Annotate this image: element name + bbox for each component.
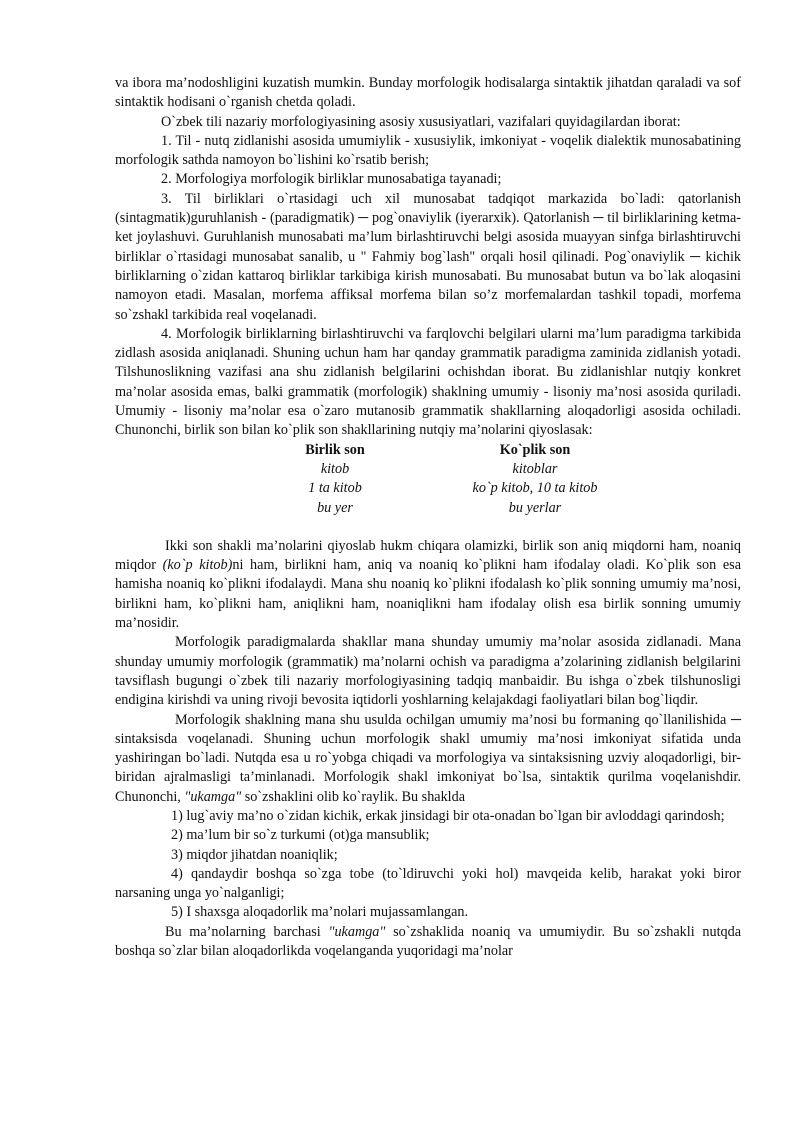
table-cell: kitob xyxy=(320,460,350,477)
table-row xyxy=(115,460,741,479)
table-cell: kitoblar xyxy=(512,460,558,477)
paragraph-9 xyxy=(115,711,741,807)
paragraph-10 xyxy=(115,923,741,962)
list-item-4: 4. Morfologik birliklarning birlashtiruvchi va farqlovchi belgilari ularni ma’lum paradigma tarkibida zidlash asosida aniqlanadi. Shuning uchun ham har qanday grammatik paradigma zaminida zidlanish yotadi. Tilshunoslikning vazifasi ana shu zidlanish belgilarini ochishdan iborat. Bu zidlanishlar nutqiy konkret ma’nolar asosida emas, balki grammatik (morfologik) shaklning umumiy - lisoniy ma’nosi asosida quriladi. Umumiy - lisoniy ma’nolar esa o`zaro mutanosib grammatik shakllarning aloqadorligi asosida ochiladi. Chunonchi, birlik son bilan ko`plik son shakllarining nutqiy ma’nolarini qiyoslasak: xyxy=(115,325,741,439)
meaning-item-1: 1) lug`aviy ma’no o`zidan kichik, erkak jinsidagi bir ota-onadan bo`lgan bir avloddagi qarindosh; xyxy=(171,807,725,824)
meaning-item-2: 2) ma’lum bir so`z turkumi (ot)ga mansublik; xyxy=(171,827,430,844)
meaning-item-5: 5) I shaxsga aloqadorlik ma’nolari mujassamlangan. xyxy=(171,904,469,921)
spacer xyxy=(115,518,741,537)
text-run: so`zshaklida noaniq va umumiydir. Bu so`zshakli nutqda boshqa so`zlar bilan aloqadorlikda voqelanganda yuqoridagi ma’nolar xyxy=(115,923,741,960)
table-cell: 1 ta kitob xyxy=(308,480,362,497)
number-comparison-table xyxy=(115,441,741,518)
document-page xyxy=(115,74,741,961)
list-item-3: 3. Til birliklari o`rtasidagi uch xil munosabat tadqiqot markazida bo`ladi: qatorlanish (sintagmatik)guruhlanish - (paradigmatik) ─ pog`onaviylik (iyerarxik). Qatorlanish ─ til birliklarining ketma-ket joylashuvi. Guruhlanish munosabati ma’lum birlashtiruvchi belgi asosida muayyan sinfga birlashtiruvchi birliklar o`rtasidagi munosabat sanalib, u " Fahmiy bog`lash" orqali hosil qilinadi. Pog`onaviylik ─ kichik birliklarning o`zidan kattaroq birliklar tarkibiga kirish munosabati. Bu munosabat butun va bo`lak aloqasini namoyon etadi. Masalan, morfema affiksal morfema bilan so’z morfemalardan tashkil topadi, morfema so`zshakl tarkibida real voqelanadi. xyxy=(115,190,741,323)
paragraph-1: va ibora ma’nodoshligini kuzatish mumkin. Bunday morfologik hodisalarga sintaktik jihatdan qaraladi va sof sintaktik hodisani o`rganish chetda qoladi. xyxy=(115,75,741,111)
text-run: Bu ma’nolarning barchasi xyxy=(165,923,329,940)
paragraph-2: O`zbek tili nazariy morfologiyasining asosiy xususiyatlari, vazifalari quyidagilardan iborat: xyxy=(161,113,681,130)
text-run-italic: "ukamga" xyxy=(328,923,386,940)
text-run: ni ham, birlikni ham, aniq va noaniq ko`plikni ham ifodalay oladi. Ko`plik son esa hamisha noaniq ko`plikni ifodalaydi. Mana shu noaniq ko`plikni ifodalash ko`plik sonning umumiy ma’nosi, birlikni ham, ko`plikni ham, aniqlikni ham, noaniqlikni ham ifodalay olish esa birlik sonning umumiy ma’nosidir. xyxy=(115,557,742,632)
meaning-item-4: 4) qandaydir boshqa so`zga tobe (to`ldiruvchi yoki hol) mavqeida kelib, harakat yoki biror narsaning unga yo`nalganligi; xyxy=(115,865,741,902)
text-run: Morfologik shaklning mana shu usulda ochilgan umumiy ma’nosi bu formaning qo`llanilishida ─ sintaksisda voqelanadi. Shuning uchun morfologik shakl umumiy ma’nosi imkoniyat sifatida unda yashiringan bo`ladi. Nutqda esa u ro`yobga chiqadi va morfologiya va sintaksisning uzviy aloqadorligi, bir-biridan ajralmasligi ta’minlanadi. Morfologik shakl imkoniyat bo`lsa, sintaktik qurilma voqelanishdir. Chunonchi, xyxy=(115,711,741,805)
header-singular: Birlik son xyxy=(305,441,365,458)
paragraph-7 xyxy=(115,537,741,633)
text-run-italic: "ukamga" xyxy=(184,788,242,805)
table-cell: ko`p kitob, 10 ta kitob xyxy=(472,480,598,497)
text-run: so`zshaklini olib ko`raylik. Bu shaklda xyxy=(241,788,466,805)
table-header xyxy=(115,441,741,460)
table-row xyxy=(115,499,741,518)
text-run: Ikki son shakli ma’nolarini qiyoslab hukm chiqara olamizki, birlik son aniq miqdorni ham, noaniq miqdor xyxy=(115,537,741,574)
table-row xyxy=(115,479,741,498)
meaning-item-3: 3) miqdor jihatdan noaniqlik; xyxy=(171,846,338,863)
table-cell: bu yer xyxy=(317,499,353,516)
list-item-1: 1. Til - nutq zidlanishi asosida umumiylik - xususiylik, imkoniyat - voqelik dialektik munosabatining morfologik sathda namoyon bo`lishini ko`rsatib berish; xyxy=(115,132,741,169)
header-plural: Ko`plik son xyxy=(499,441,571,458)
text-run-italic: (ko`p kitob) xyxy=(162,557,233,574)
paragraph-8: Morfologik paradigmalarda shakllar mana shunday umumiy ma’nolar asosida zidlanadi. Mana shunday umumiy morfologik (grammatik) ma’nolarni ochish va paradigma a’zolarining zidlanish belgilarini tavsiflash bugungi o`zbek tili nazariy morfologiyasining tadqiq manbaidir. Bu ishga o`zbek tilshunosligi endigina kirishdi va uning rivoji bevosita iqtidorli yoshlarning kelajakdagi faoliyatlari bilan bog`liqdir. xyxy=(115,634,741,709)
table-cell: bu yerlar xyxy=(508,499,562,516)
list-item-2: 2. Morfologiya morfologik birliklar munosabatiga tayanadi; xyxy=(161,171,502,188)
